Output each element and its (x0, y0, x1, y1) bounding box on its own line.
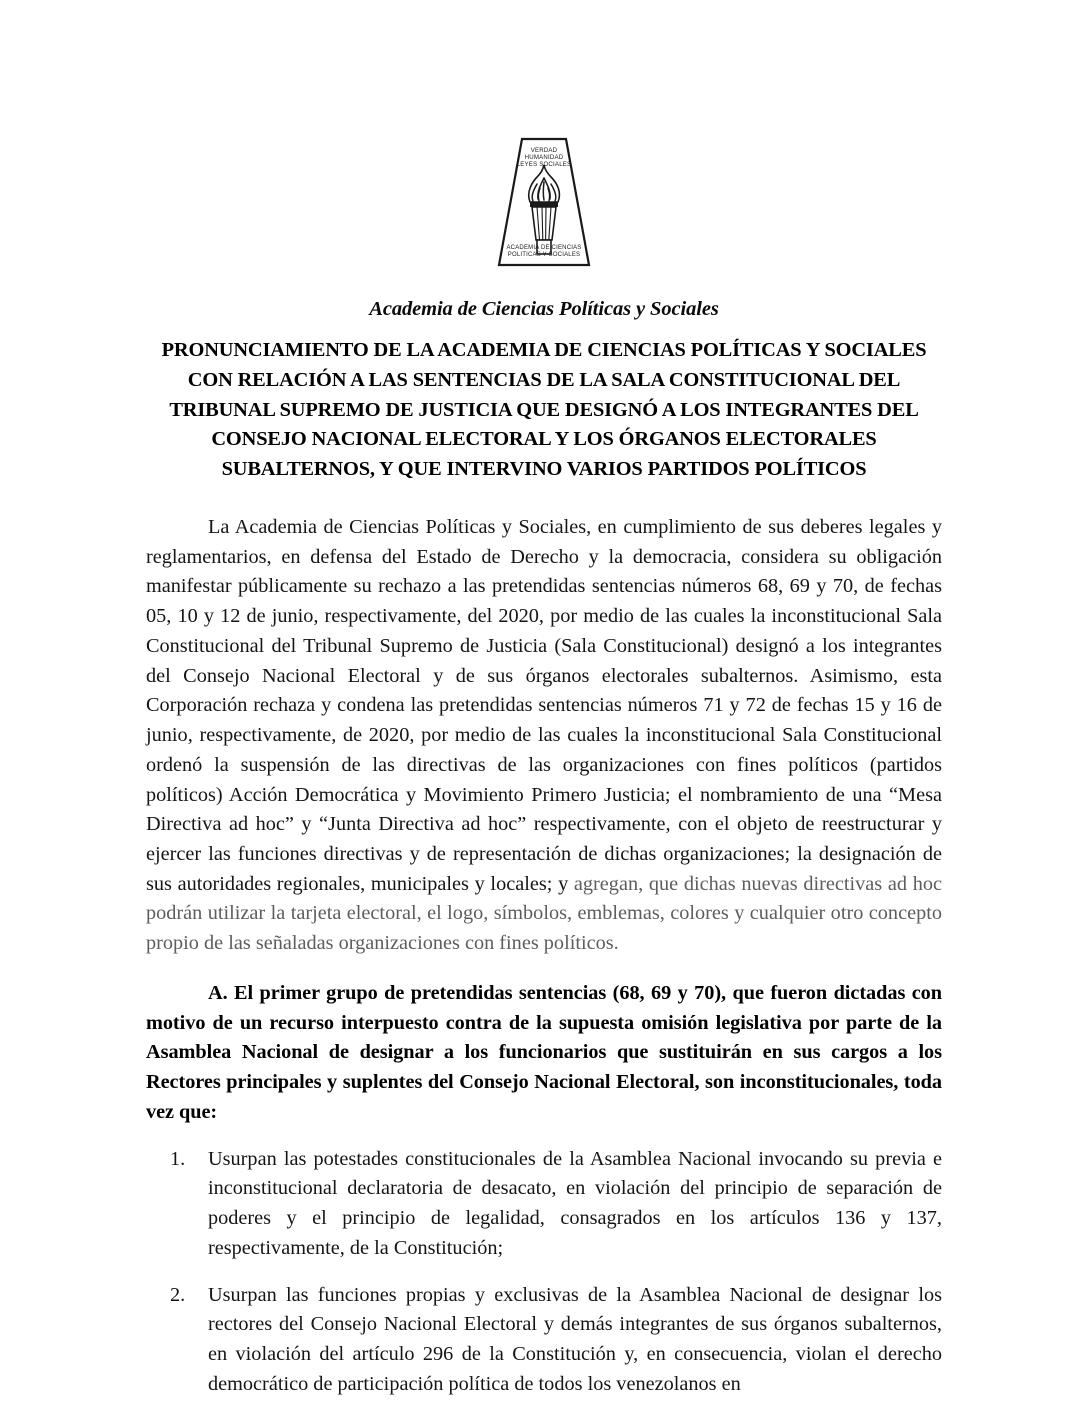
emblem-top-line-3: LEYES SOCIALES (516, 161, 572, 169)
logo-block (146, 0, 942, 268)
emblem-top-line-2: HUMANIDAD (524, 154, 564, 162)
emblem-top-line-1: VERDAD (530, 147, 558, 154)
section-a-paragraph: A. El primer grupo de pretendidas sentencias (68, 69 y 70), que fueron dictadas con motivo de un recurso interpuesto contra de la supuesta omisión legislativa por parte de la Asamblea Nacional de designar a los funcionarios que sustituirán en sus cargos a los Rectores principales y suplentes del Consejo Nacional Electoral, son inconstitucionales, toda vez que: (146, 981, 942, 1123)
page-title: PRONUNCIAMIENTO DE LA ACADEMIA DE CIENCIAS POLÍTICAS Y SOCIALES CON RELACIÓN A LAS SENTENCIAS DE LA SALA CONSTITUCIONAL DEL TRIBUNAL SUPREMO DE JUSTICIA QUE DESIGNÓ A LOS INTEGRANTES DEL CONSEJO NACIONAL ELECTORAL Y LOS ÓRGANOS ELECTORALES SUBALTERNOS, Y QUE INTERVINO VARIOS PARTIDOS POLÍTICOS (161, 339, 927, 481)
claims-list (146, 1145, 942, 1400)
list-item: Usurpan las potestades constitucionales de la Asamblea Nacional invocando su previa e inconstitucional declaratoria de desacato, en violación del principio de separación de poderes y el principio de legalidad, consagrados en los artículos 136 y 137, respectivamente, de la Constitución; (208, 1147, 942, 1259)
torch-emblem-icon (496, 136, 592, 268)
emblem-bottom-line-1: ACADEMIA DE CIENCIAS (506, 245, 582, 252)
emblem-bottom-line-2: POLITICAS Y SOCIALES (507, 252, 581, 259)
institution-subtitle: Academia de Ciencias Políticas y Sociales (369, 298, 719, 320)
intro-paragraph (146, 513, 942, 959)
intro-paragraph-main: La Academia de Ciencias Políticas y Sociales, en cumplimiento de sus deberes legales y reglamentarios, en defensa del Estado de Derecho y la democracia, considera su obligación manifestar públicamente su rechazo a las pretendidas sentencias números 68, 69 y 70, de fechas 05, 10 y 12 de junio, respectivamente, del 2020, por medio de las cuales la inconstitucional Sala Constitucional del Tribunal Supremo de Justicia (Sala Constitucional) designó a los integrantes del Consejo Nacional Electoral y de sus órganos electorales subalternos. Asimismo, esta Corporación rechaza y condena las pretendidas sentencias números 71 y 72 de fechas 15 y 16 de junio, respectivamente, de 2020, por medio de las cuales la inconstitucional Sala Constitucional ordenó la suspensión de las directivas de las organizaciones con fines políticos (partidos políticos) Acción Democrática y Movimiento Primero Justicia; el nombramiento de una “Mesa Directiva ad hoc” y “Junta Directiva ad hoc” respectivamente, con el objeto de reestructurar y ejercer las funciones directivas y de representación de dichas organizaciones; la designación de sus autoridades regionales, municipales y locales; y (146, 515, 942, 895)
intro-paragraph-dim: agregan, que dichas nuevas directivas ad hoc podrán utilizar la tarjeta electoral, el logo, símbolos, emblemas, colores y cualquier otro concepto propio de las señaladas organizaciones con fines políticos. (146, 872, 942, 955)
list-item: Usurpan las funciones propias y exclusivas de la Asamblea Nacional de designar los rectores del Consejo Nacional Electoral y demás integrantes de sus órganos subalternos, en violación del artículo 296 de la Constitución y, en consecuencia, violan el derecho democrático de participación política de todos los venezolanos en (208, 1283, 942, 1395)
